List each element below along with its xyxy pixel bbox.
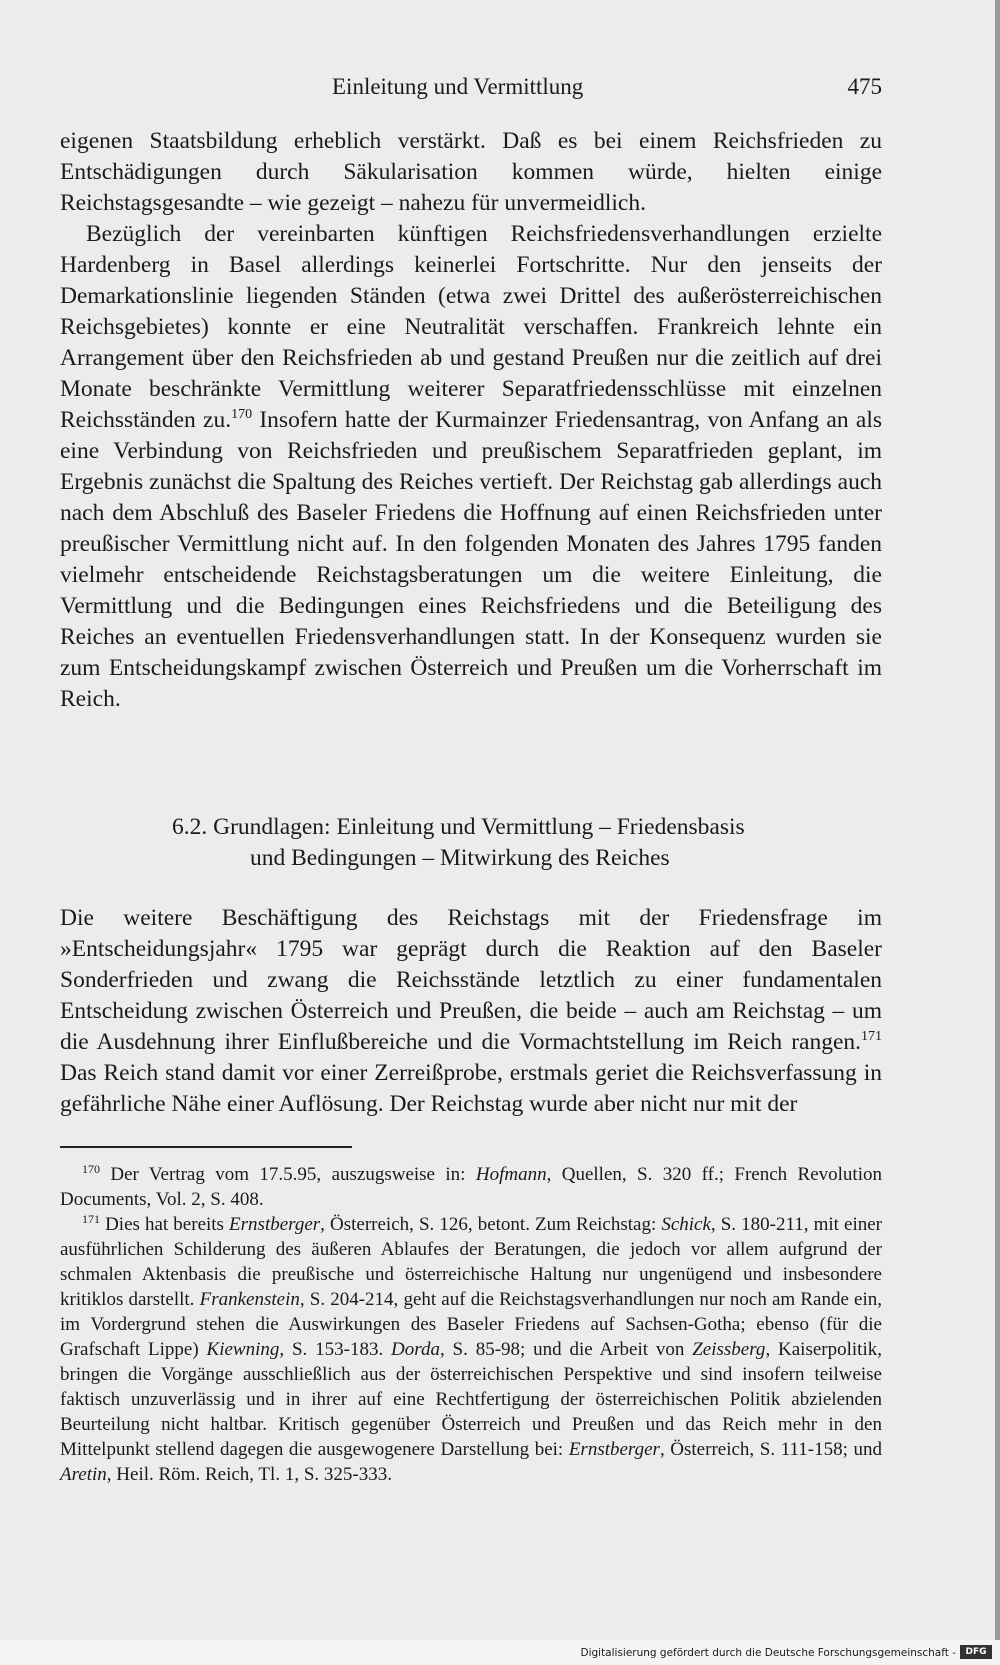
footnote-170-number: 170 — [82, 1162, 100, 1176]
footnote-text: Dies hat bereits — [100, 1214, 230, 1235]
digitization-footer — [0, 1640, 1000, 1665]
footnote-text: , Österreich, S. 111-158; und — [659, 1439, 882, 1460]
author-name: Dorda — [391, 1339, 440, 1360]
author-name: Ernstberger — [568, 1439, 660, 1460]
body-text-top — [60, 126, 882, 715]
footnote-text: , Österreich, S. 126, betont. Zum Reichstag: — [320, 1214, 662, 1235]
footnote-text: , S. 153-183. — [279, 1339, 392, 1360]
footnote-text: , S. 180-211, mit einer ausführlichen Schilderung des äußeren Ablaufes der Beratungen, die jedoch vor allem aufgrund der schmalen Aktenbasis die preußische und österreichische Haltung nur ungenügend und insbesondere kritiklos darstellt. — [60, 1214, 883, 1310]
running-head-title: Einleitung und Vermittlung — [332, 74, 584, 99]
author-name: Ernstberger — [229, 1214, 321, 1235]
footnote-170 — [60, 1162, 882, 1212]
footnote-text: Der Vertrag vom 17.5.95, auszugsweise in: — [100, 1164, 476, 1185]
footnote-171 — [60, 1212, 882, 1487]
author-name: Hofmann — [475, 1164, 547, 1185]
footnote-divider — [60, 1146, 352, 1148]
footnote-text: , S. 85-98; und die Arbeit von — [439, 1339, 693, 1360]
footnote-text: , Quellen, S. 320 ff.; French Revolution Documents, Vol. 2, S. 408. — [60, 1164, 882, 1210]
footnote-text: , Heil. Röm. Reich, Tl. 1, S. 325-333. — [106, 1464, 392, 1485]
footnotes — [60, 1162, 882, 1487]
section-heading — [60, 812, 882, 874]
paragraph-2-part-2: Insofern hatte der Kurmainzer Friedensantrag, von Anfang an als eine Verbindung von Reichsfrieden und preußischem Separatfrieden geplant, im Ergebnis zunächst die Spaltung des Reiches vertieft. Der Reichstag gab allerdings auch nach dem Abschluß des Baseler Friedens die Hoffnung auf einen Reichsfrieden unter preußischer Vermittlung nicht auf. In den folgenden Monaten des Jahres 1795 fanden vielmehr entscheidende Reichstagsberatungen um die weitere Einleitung, die Vermittlung und die Bedingungen eines Reichsfriedens und die Beteiligung des Reiches an eventuellen Friedensverhandlungen statt. In der Konsequenz wurden sie zum Entscheidungskampf zwischen Österreich und Preußen um die Vorherrschaft im Reich. — [60, 407, 882, 712]
paragraph-3-part-1: Die weitere Beschäftigung des Reichstags mit der Friedensfrage im »Entscheidungsjahr« 1795 war geprägt durch die Reaktion auf den Baseler Sonderfrieden und zwang die Reichsstände letztlich zu einer fundamentalen Entscheidung zwischen Österreich und Preußen, die beide – auch am Reichstag – um die Ausdehnung ihrer Einflußbereiche und die Vormachtstellung im Reich rangen. — [60, 905, 882, 1055]
body-text-bottom — [60, 903, 882, 1120]
dfg-logo: DFG — [960, 1645, 992, 1659]
paragraph-2 — [60, 219, 882, 715]
paragraph-2-part-1: Bezüglich der vereinbarten künftigen Reichsfriedensverhandlungen erzielte Hardenberg in Basel allerdings keinerlei Fortschritte. Nur den jenseits der Demarkationslinie liegenden Ständen (etwa zwei Drittel des außerösterreichischen Reichsgebietes) konnte er eine Neutralität verschaffen. Frankreich lehnte ein Arrangement über den Reichsfrieden ab und gestand Preußen nur die zeitlich auf drei Monate beschränkte Vermittlung weiterer Separatfriedensschlüsse mit einzelnen Reichsständen zu. — [60, 221, 882, 433]
page-gutter — [995, 0, 1000, 1640]
author-name: Frankenstein — [199, 1289, 300, 1310]
paragraph-1: eigenen Staatsbildung erheblich verstärkt. Daß es bei einem Reichsfrieden zu Entschädigungen durch Säkularisation kommen würde, hielten einige Reichstagsgesandte – wie gezeigt – nahezu für unvermeidlich. — [60, 128, 882, 216]
footnote-171-number: 171 — [82, 1212, 100, 1226]
section-heading-line-1: 6.2. Grundlagen: Einleitung und Vermittlung – Friedensbasis — [172, 814, 745, 840]
section-heading-line-2: und Bedingungen – Mitwirkung des Reiches — [250, 845, 670, 871]
paragraph-3 — [60, 903, 882, 1120]
footnote-ref-171[interactable]: 171 — [861, 1029, 882, 1044]
footnote-ref-170[interactable]: 170 — [231, 407, 253, 422]
author-name: Zeissberg — [692, 1339, 766, 1360]
footnote-text: , Kaiserpolitik, bringen die Vorgänge ausschließlich aus der österreichischen Perspektive und sind insofern teilweise faktisch unzuverlässig und in ihrer auf eine Rechtfertigung der österreichischen Politik abzielenden Beurteilung nicht haltbar. Kritisch gegenüber Österreich und Preußen und das Reich mehr in den Mittelpunkt stellend dagegen die ausgewogenere Darstellung bei: — [60, 1339, 882, 1460]
page-number: 475 — [847, 74, 882, 99]
funding-credit: Digitalisierung gefördert durch die Deutsche Forschungsgemeinschaft - — [580, 1647, 956, 1659]
paragraph-3-part-2: Das Reich stand damit vor einer Zerreißprobe, erstmals geriet die Reichsverfassung in gefährliche Nähe einer Auflösung. Der Reichstag wurde aber nicht nur mit der — [60, 1060, 882, 1117]
author-name: Aretin — [60, 1464, 107, 1485]
author-name: Schick — [661, 1214, 711, 1235]
footnote-text: , S. 204-214, geht auf die Reichstagsverhandlungen nur noch am Rande ein, im Vordergrund stehen die Auswirkungen des Baseler Friedens auf Sachsen-Gotha; ebenso (für die Grafschaft Lippe) — [60, 1289, 882, 1360]
author-name: Kiewning — [206, 1339, 280, 1360]
